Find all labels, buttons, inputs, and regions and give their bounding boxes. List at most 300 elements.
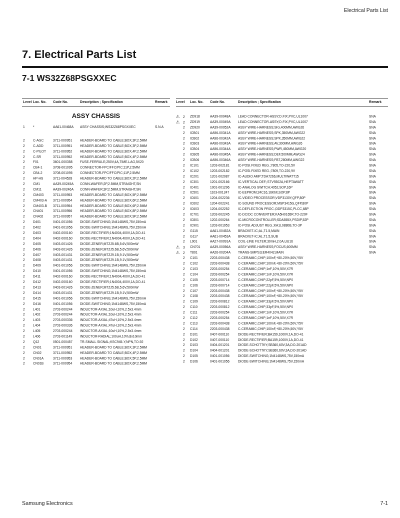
level-cell: 2 [23, 340, 25, 344]
description-cell: C-CERAMIC,CHIP;100nF,+80-20%,50V,Y5V [238, 256, 304, 261]
level-value: 2 [183, 305, 185, 310]
level-value: 2 [183, 311, 185, 315]
code-cell: 2203-000438 [210, 321, 230, 326]
location-cell: D414 [33, 291, 41, 295]
level-value: 2 [183, 185, 185, 190]
description-cell: HEADER-BOARD TO CABLE;BOX,8P,2.5MM [80, 209, 148, 214]
description-cell: C-CERAMIC,CHIP;100nF,+80-20%,50V,Y5V [238, 294, 304, 299]
location-cell: C112 [190, 316, 198, 320]
level-value: 2 [183, 289, 185, 293]
location-cell: D410 [33, 269, 41, 274]
level-cell: 2 [23, 182, 25, 187]
description-cell: DIODE-SCHOTTKY;SB360,60V,3A,DO-201AD [238, 349, 307, 353]
code-cell: 3711-000954 [53, 362, 73, 366]
description-cell: DIODE-RECTIFIER;1N4004,400V,1A,DO-41 [80, 280, 146, 285]
level-value: 2 [183, 202, 185, 206]
description-cell: HEADER-BOARD TO CABLE;BOX,3P,2.5MM [80, 345, 148, 350]
code-cell: AA96-00346A [210, 158, 231, 163]
code-cell: AA39-00246A [53, 187, 74, 192]
description-cell: DIODE-ZENER;MTZJ5.6B,5.6V,500mW [80, 285, 139, 290]
level-value: 2 [183, 354, 185, 359]
remark-cell: SNA [369, 251, 376, 255]
table-body-left [22, 138, 170, 367]
location-cell: D104 [190, 349, 198, 353]
code-cell: AA39-00048A [210, 115, 231, 119]
location-cell: ICB02 [190, 136, 200, 141]
location-cell: C-ADD [33, 144, 44, 148]
code-cell: 1201-002166 [210, 180, 230, 184]
location-cell: F01 [33, 160, 39, 165]
description-cell: IC-DEFLECTION PROC.;DDP3315C,PLCC,68P [238, 207, 309, 212]
code-cell: AA39-00049A [210, 120, 231, 124]
description-cell: COIL-LINE FILTER;30mH,2.0A,UU16 [238, 240, 293, 244]
level-value: 2 [183, 267, 185, 271]
description-cell: C-CERAMIC,CHIP;100nF,+80-20%,50V,Y5V [238, 327, 304, 331]
code-cell: 1204-002236 [210, 196, 230, 201]
remark-cell: SNA [369, 191, 376, 195]
description-cell: IC-VIDEO PROCESSOR;VDP3130Y,QFP,80P [238, 196, 306, 201]
description-cell: DIODE-RECTIFIER;BA159,1000V,1A,DO-41 [238, 332, 304, 337]
remark-cell: SNA [369, 115, 376, 119]
code-cell: 0501-000457 [53, 340, 73, 344]
location-cell: C106 [190, 283, 198, 288]
level-cell: 2 [23, 215, 25, 219]
code-cell: 0401-001056 [210, 360, 230, 364]
description-cell: DIODE-SWITCHING;1N4148WS,75V,150mA [80, 226, 147, 230]
parts-table-right [176, 98, 388, 368]
level-cell: 2 [23, 209, 25, 214]
location-cell: IC102 [190, 169, 199, 173]
description-cell: HEADER-BOARD TO CABLE;BOX,2P,2.5MM [80, 177, 148, 181]
level-value: 2 [183, 262, 185, 266]
code-cell: 2703-000244 [53, 307, 73, 312]
description-cell: DIODE-RECTIFIER;1N4004,400V,1A,DO-41 [80, 231, 146, 236]
level-value: 2 [183, 136, 185, 141]
remark-cell: SNA [369, 142, 376, 146]
location-cell: CM403-B [33, 204, 47, 208]
level-value: 2 [183, 191, 185, 195]
description-cell: BRACKET-IC;AL,T1.5,SUB [238, 234, 278, 239]
column-header-description: Description ; Specification [238, 100, 281, 104]
level-cell: 2 [23, 166, 25, 170]
description-cell: DIODE-SWITCHING;1N4148WS,75V,150mA [238, 354, 305, 359]
description-cell: C-CERAMIC,CHIP;22pF,5%,50V,NP0 [238, 278, 294, 282]
description-cell: HEADER-BOARD TO CABLE;BOX,3P,2.5MM [80, 138, 148, 143]
code-cell: 0407-000110 [210, 332, 230, 337]
level-cell: 2 [23, 155, 25, 159]
description-cell: BRACKET-IC;AL,T1.5,MAIN [238, 229, 280, 233]
location-cell: D102 [190, 338, 198, 342]
description-cell: DIODE-SWITCHING;1N4148WS,75V,150mA [238, 360, 305, 364]
code-cell: AA96-00341A [210, 131, 231, 135]
level-value: 2 [183, 131, 185, 135]
description-cell: DIODE-ZENER;MTZJ9.1B,9.1V,500mW [80, 258, 139, 263]
level-value: 2 [183, 120, 185, 125]
description-cell: DIODE-RECTIFIER;1N4004,400V,1A,DO-41 [80, 275, 146, 279]
code-cell: AA39-00052A [210, 125, 231, 130]
location-cell: C109 [190, 300, 198, 304]
description-cell: HEADER-BOARD TO CABLE;BOX,4P,2.5MM [80, 149, 148, 154]
location-cell: C103 [190, 267, 198, 271]
description-cell: ASSY WIRE-HARNESS;SIG,400MM,AWG26 [238, 125, 305, 130]
description-cell: HEADER-BOARD TO CABLE;BOX,6P,2.5MM [80, 204, 148, 208]
level-value: 2 [183, 278, 185, 282]
description-cell: ASSY WIRE-HARNESS;PWR,450MM,AWG20 [238, 147, 307, 152]
remark-cell: SNA [369, 174, 376, 179]
code-cell: 0403-001431 [53, 258, 73, 263]
warning-icon: ⚠ [176, 114, 180, 120]
code-cell: 3601-000358 [53, 160, 73, 165]
location-cell: C111 [190, 311, 198, 315]
level-cell: 2 [23, 351, 25, 355]
level-cell: 2 [23, 236, 25, 241]
level-cell: 2 [23, 318, 25, 323]
code-cell: 3711-000951 [53, 144, 73, 148]
level-cell: 2 [23, 264, 25, 268]
description-cell: FUSE-FERRULE;250V,4A,TIME-LAG,5X20 [80, 160, 144, 165]
remark-cell: SNA [369, 229, 376, 233]
code-cell: 0404-001201 [210, 343, 230, 348]
level-cell: 2 [23, 258, 25, 263]
code-cell: 1001-001296 [210, 185, 230, 190]
level-value: 2 [183, 349, 185, 353]
location-cell: C110 [190, 305, 198, 310]
remark-cell: SNA [369, 169, 376, 173]
code-cell: 1204-002241 [210, 202, 230, 206]
location-cell: CN02 [33, 351, 42, 355]
code-cell: 3711-000952 [53, 149, 73, 154]
remark-cell: SNA [369, 180, 376, 184]
description-cell: INDUCTOR-AXIAL;10uH,10%,2.5x3.4mm [80, 307, 142, 312]
level-cell: 2 [23, 275, 25, 279]
description-cell: ASSY WIRE-HARNESS;SPK,350MM,AWG22 [238, 136, 306, 141]
remark-cell [155, 362, 170, 367]
location-cell: IC602 [190, 202, 199, 206]
level-value: 2 [183, 158, 185, 163]
code-cell: 2703-000336 [53, 324, 73, 328]
level-cell: 2 [23, 187, 25, 192]
location-cell: ICB05 [190, 153, 200, 157]
location-cell: CN701 [190, 245, 201, 250]
description-cell: INDUCTOR-AXIAL;10uH,10%,2.5x3.4mm [80, 329, 142, 334]
code-cell: 2703-000244 [53, 329, 73, 334]
level-cell: 2 [23, 334, 25, 339]
level-value: 2 [183, 125, 185, 130]
description-cell: C-CERAMIC,CHIP;1nF,10%,50V,X7R [238, 316, 294, 320]
level-cell: 2 [23, 285, 25, 290]
description-cell: IC-EEPROM;24C16,16Kbit,SOP,8P [238, 191, 290, 195]
description-cell: IC-POSI.FIXED REG.;7809,TO-220,9V [238, 169, 296, 173]
level-value: 2 [183, 251, 185, 256]
remark-cell: S.N.A [155, 125, 164, 129]
description-cell: C-CERAMIC,CHIP;1nF,10%,50V,X7R [238, 311, 294, 315]
code-cell: 3708-001095 [53, 171, 73, 176]
location-cell: C108 [190, 294, 198, 299]
level-cell: 2 [23, 313, 25, 317]
parts-table-left [22, 98, 170, 368]
column-header-loc-no: Loc. No. [190, 100, 204, 104]
location-cell: D401 [33, 220, 41, 225]
location-cell: ICB04 [190, 147, 200, 152]
location-cell: CN401 [33, 209, 44, 214]
remark-cell: SNA [369, 120, 376, 124]
description-cell: DIODE-RECTIFIER;BA159,1000V,1A,DO-41 [238, 338, 304, 342]
location-cell: IC301 [190, 180, 199, 184]
description-cell: HEADER-BOARD TO CABLE;BOX,4P,2.5MM [80, 155, 148, 159]
location-cell: IC201 [190, 174, 199, 179]
code-cell: AA96-00344A [210, 147, 231, 152]
code-cell: AA39-00245A [53, 182, 74, 187]
remark-cell: SNA [369, 185, 376, 190]
level-cell: 2 [23, 193, 25, 197]
location-cell: D404 [33, 236, 41, 241]
description-cell: DIODE-SCHOTTKY;SB360,60V,3A,DO-201AD [238, 343, 307, 348]
level-value: 2 [183, 294, 185, 299]
code-cell: 0403-001426 [53, 247, 73, 252]
location-cell: ICB06 [190, 158, 200, 163]
description-cell: IC-ANALOG SWITCH;4052,SOP,16P [238, 185, 293, 190]
code-cell: 0401-001056 [53, 269, 73, 274]
group-title: ASSY CHASSIS [71, 112, 121, 120]
level-cell: 2 [23, 198, 25, 203]
code-cell: 3711-000952 [53, 351, 73, 355]
level-cell [176, 360, 190, 365]
code-cell: 3711-000952 [53, 155, 73, 159]
code-cell: AA61-00453A [210, 234, 231, 239]
code-cell: AA39-00056A [210, 245, 231, 250]
parts-list-tables [22, 98, 388, 368]
footer-page-number: 7-1 [380, 501, 388, 507]
level-cell: 2 [23, 160, 25, 165]
level-cell: 2 [23, 231, 25, 236]
location-cell: L406 [33, 334, 41, 339]
description-cell: ASSY WIRE-HARNESS;DEF,500MM,AWG24 [238, 153, 305, 157]
code-cell: 0401-001056 [53, 296, 73, 301]
description-cell: HEADER-BOARD TO CABLE;BOX,6P,2.5MM [80, 362, 148, 366]
level-value: 2 [183, 115, 185, 119]
location-cell: G115 [190, 229, 198, 233]
location-cell: HP-HS [33, 177, 44, 181]
code-cell: 0401-001056 [53, 264, 73, 268]
level-cell: 2 [23, 138, 25, 143]
description-cell: ASSY WIRE-HARNESS;SPK,350MM,AWG22 [238, 131, 306, 135]
description-cell: C-CERAMIC,CHIP;33pF,5%,50V,NP0 [238, 300, 294, 304]
location-cell: IC601 [190, 196, 199, 201]
location-cell: D405 [33, 242, 41, 246]
location-cell: ZD919 [190, 120, 200, 124]
remark-cell: SNA [369, 196, 376, 201]
location-cell: ZD918 [190, 115, 200, 119]
description-cell: DIODE-SWITCHING;1N4148WS,75V,150mA [80, 264, 147, 268]
level-value: 2 [183, 223, 185, 228]
level-value: 2 [183, 207, 185, 212]
level-value: 2 [183, 327, 185, 331]
level-cell: 2 [23, 280, 25, 285]
description-cell: C-CERAMIC,CHIP;33pF,5%,50V,NP0 [238, 305, 294, 310]
location-cell: D415 [33, 296, 41, 301]
code-cell: 2203-000714 [210, 278, 230, 282]
code-cell: 1203-002181 [210, 164, 230, 168]
location-cell: L403 [33, 318, 41, 323]
code-cell: 2203-000254 [210, 311, 230, 315]
page-title: 7. Electrical Parts List [22, 49, 137, 61]
location-cell: L401 [33, 307, 41, 312]
location-cell: D106 [190, 360, 198, 364]
location-cell: D105 [190, 354, 198, 359]
level-cell: 2 [23, 226, 25, 230]
remark-cell: SNA [369, 153, 376, 157]
level-cell: 2 [23, 345, 25, 350]
description-cell: C-CERAMIC,CHIP;100nF,+80-20%,50V,Y5V [238, 321, 304, 326]
description-cell: DIODE-ZENER;MTZJ5.6B,5.6V,500mW [80, 242, 139, 246]
code-cell: 0402-000160 [53, 275, 73, 279]
level-value: 2 [183, 229, 185, 233]
level-value: 2 [183, 196, 185, 201]
location-cell: Q12 [33, 340, 40, 344]
description-cell: INDUCTOR-AXIAL;47uH,10%,2.5x3.4mm [80, 324, 142, 328]
location-cell: * [33, 125, 35, 129]
level-cell: 2 [23, 144, 25, 148]
remark-cell: SNA [369, 202, 376, 206]
column-header-remark: Remark [155, 100, 168, 104]
location-cell: D413 [33, 285, 41, 290]
location-cell: D406 [33, 247, 41, 252]
description-cell: IC-VERTICAL DEF.;STV9302A,HEPTAWATT [238, 180, 304, 184]
level-cell: 2 [23, 171, 25, 176]
level-value: 2 [183, 240, 185, 244]
level-value: 2 [183, 234, 185, 239]
warning-icon: ⚠ [176, 119, 180, 125]
code-cell: 2203-000438 [210, 294, 230, 299]
section-title: 7-1 WS32Z68PSGXXEC [22, 73, 117, 83]
level-value: 2 [183, 142, 185, 146]
remark-cell: SNA [369, 207, 376, 212]
code-cell: 0404-001201 [210, 349, 230, 353]
level-value: 2 [183, 169, 185, 173]
description-cell: CONNECTOR-FPC/FFC/PIC;11P,2.5MM [80, 166, 140, 170]
code-cell: 2203-000812 [210, 305, 230, 310]
code-cell: 3711-000956 [53, 209, 73, 214]
description-cell: HEADER-BOARD TO CABLE;BOX,4P,2.5MM [80, 351, 148, 355]
code-cell: 3708-001095 [53, 166, 73, 170]
location-cell: D411 [33, 275, 41, 279]
location-cell: CN01A [33, 356, 44, 361]
location-cell: CB4-2 [33, 171, 43, 176]
location-cell: D409 [33, 264, 41, 268]
location-cell: C114 [190, 327, 198, 331]
code-cell: AA26-00204A [210, 251, 231, 255]
remark-cell: SNA [369, 131, 376, 135]
code-cell: 2703-000244 [53, 313, 73, 317]
location-cell: G117 [190, 234, 198, 239]
location-cell: D403 [33, 231, 41, 236]
level-value: 2 [183, 332, 185, 337]
location-cell: C102 [190, 262, 198, 266]
level-value: 2 [183, 360, 185, 364]
location-cell: ICB03 [190, 142, 200, 146]
code-cell: 2703-001149 [53, 334, 73, 339]
location-cell: ZD920 [190, 125, 200, 130]
remark-cell: SNA [369, 147, 376, 152]
code-cell: AA96-00345A [210, 153, 231, 157]
level-cell: 2 [23, 253, 25, 257]
code-cell: 2203-000254 [210, 316, 230, 320]
description-cell: IC-POSI.FIXED REG.;7805,TO-220,5V [238, 164, 296, 168]
location-cell: CB4-1 [33, 166, 43, 170]
level-value: 2 [183, 174, 185, 179]
location-cell: D103 [190, 343, 198, 348]
location-cell: D407 [33, 253, 41, 257]
location-cell: C-AGC [33, 138, 44, 143]
location-cell: D402 [33, 226, 41, 230]
table-body-right [176, 107, 388, 365]
description-cell: IC-MICROCONTROLLER;SDA555X,PSDIP,52P [238, 218, 309, 222]
description-cell: HEADER-BOARD TO CABLE;BOX,3P,2.5MM [80, 144, 148, 148]
description-cell: DIODE-ZENER;MTZJ9.1B,9.1V,500mW [80, 291, 139, 295]
code-cell: 1204-002252 [210, 207, 230, 212]
description-cell: IC-AUDIO AMP;TDA7266,MULTIWATT15 [238, 174, 299, 179]
description-cell: LEAD CONNECTOR-ASSY;D.FIX,PVC,UL1007 [238, 115, 308, 119]
location-cell: C107 [190, 289, 198, 293]
level-cell: 2 [23, 329, 25, 334]
location-cell: T801 [190, 251, 198, 255]
location-cell: D101 [190, 332, 198, 337]
code-cell: AA96-00343A [210, 142, 231, 146]
location-cell: L901 [190, 240, 198, 244]
description-cell: HEADER-BOARD TO CABLE;BOX,5P,2.5MM [80, 356, 148, 361]
level-value: 2 [183, 147, 185, 152]
remark-cell: SNA [369, 158, 376, 163]
level-value: 2 [183, 218, 185, 222]
location-cell: C113 [190, 321, 198, 326]
description-cell: HEADER-BOARD TO CABLE;BOX,5P,2.5MM [80, 193, 148, 197]
code-cell: 0401-001056 [210, 354, 230, 359]
code-cell: 0402-000160 [53, 236, 73, 241]
description-cell: INDUCTOR-AXIAL;47uH,10%,2.5x3.4mm [80, 318, 142, 323]
remark-cell: SNA [369, 245, 376, 250]
description-cell: DIODE-SWITCHING;1N4148WS,75V,150mA [80, 302, 147, 306]
table-row [22, 362, 170, 367]
description-cell: TRANS-SMPS;EER4042,MAIN [238, 251, 284, 255]
location-cell: C105 [190, 278, 198, 282]
location-cell: D412 [33, 280, 41, 285]
column-header-level: Level [23, 100, 32, 104]
description-cell: ASSY WIRE-HARNESS;FOCUS,600MM [238, 245, 298, 250]
code-cell: 3711-000957 [53, 215, 73, 219]
assembly-row [22, 125, 170, 130]
level-cell: 1 [23, 125, 25, 129]
description-cell: HEADER-BOARD TO CABLE;BOX,6P,2.5MM [80, 198, 148, 203]
table-header [176, 98, 388, 107]
level-cell: 2 [23, 296, 25, 301]
code-cell: 0401-001056 [53, 220, 73, 225]
code-cell: 0401-001056 [53, 302, 73, 306]
location-cell: C104 [190, 272, 198, 277]
level-value: 2 [183, 283, 185, 288]
level-value: 2 [183, 338, 185, 342]
remark-cell: SNA [369, 136, 376, 141]
level-cell: 2 [23, 269, 25, 274]
column-header-remark: Remark [369, 100, 382, 104]
location-cell: L405 [33, 329, 41, 334]
code-cell: 0403-001431 [53, 253, 73, 257]
description-cell: TR-SMALL SIGNAL;KSC945-Y,NPN,TO-92 [80, 340, 144, 344]
code-cell: 1103-001247 [210, 191, 230, 195]
code-cell: 2703-000336 [53, 318, 73, 323]
code-cell: 3711-000954 [53, 198, 73, 203]
location-cell: CN01B [33, 362, 44, 366]
location-cell: CM11 [33, 187, 42, 192]
